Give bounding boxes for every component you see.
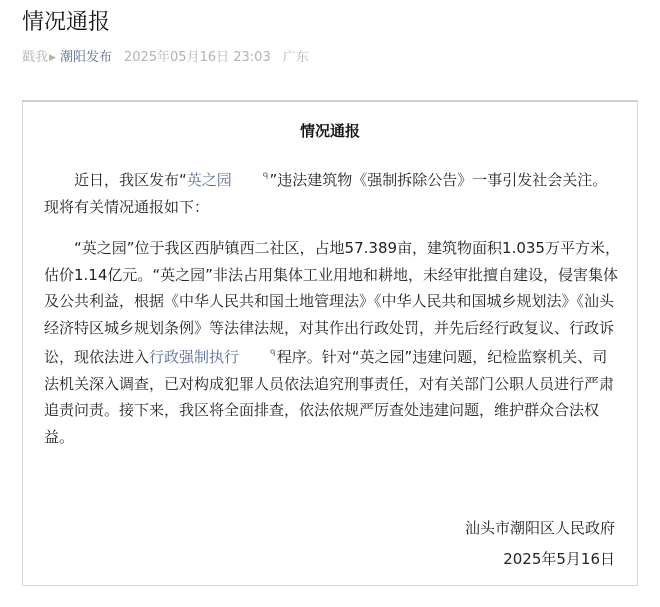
p1-text-1: 近日，我区发布“ xyxy=(74,171,187,189)
notice-paragraph-2 xyxy=(44,235,620,450)
page-title: 情况通报 xyxy=(22,10,111,35)
signature-date: 2025年5月16日 xyxy=(503,550,615,568)
play-arrow-icon: ▶ xyxy=(49,53,56,63)
article-meta xyxy=(22,48,309,68)
keyword-link-enforcement[interactable]: 行政强制执行 xyxy=(149,348,240,366)
search-icon[interactable]: ᑫ xyxy=(262,172,269,182)
p2-text-2: 程序。针对“英之园”违建问题，纪检监察机关、司法机关深入调查，已对构成犯罪人员依法追究刑事责任，对有关部门公职人员进行严肃追责问责。接下来，我区将全面排查，依法依规严厉查处违建问题，维护群众合法权益。 xyxy=(44,348,615,446)
keyword-link-yingzhiyuan[interactable]: 英之园 xyxy=(186,171,232,189)
notice-title: 情况通报 xyxy=(299,122,360,140)
p2-text-1: “英之园”位于我区西胪镇西二社区，占地57.389亩，建筑物面积1.035万平方米，估价1.14亿元。“英之园”非法占用集体工业用地和耕地，未经审批擅自建设，侵害集体及公共利益，根据《中华人民共和国土地管理法》《中华人民共和国城乡规划法》《汕头经济特区城乡规划条例》等法律法规，对其作出行政处罚，并先后经行政复议、行政诉讼，现依法进入 xyxy=(44,239,620,366)
publish-location: 广东 xyxy=(282,50,309,65)
publish-datetime: 2025年05月16日 23:03 xyxy=(123,50,271,65)
signature-organization: 汕头市潮阳区人民政府 xyxy=(464,519,615,537)
meta-prefix[interactable]: 戳我 xyxy=(22,50,49,65)
p1-text-2: ”违法建筑物《强制拆除公告》一事引发社会关注。现将有关情况通报如下： xyxy=(44,171,608,216)
notice-paragraph-1 xyxy=(44,164,620,220)
source-link[interactable]: 潮阳发布 xyxy=(59,50,112,65)
search-icon[interactable]: ᑫ xyxy=(270,349,276,359)
